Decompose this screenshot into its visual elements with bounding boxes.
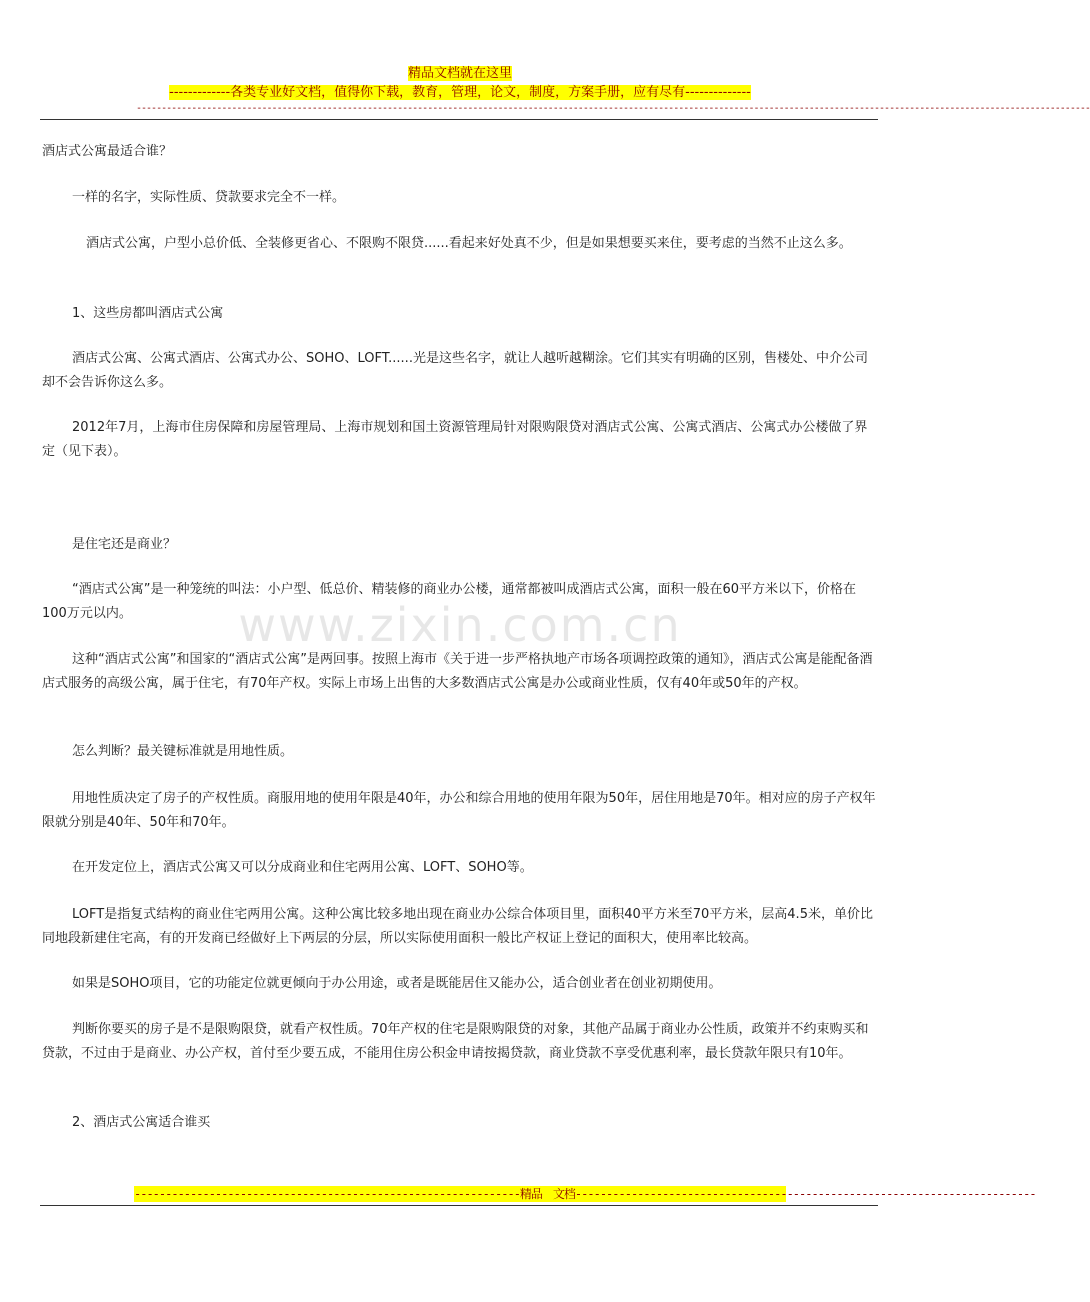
- paragraph: 在开发定位上，酒店式公寓又可以分成商业和住宅两用公寓、LOFT、SOHO等。: [72, 860, 533, 875]
- paragraph: 怎么判断？最关键标准就是用地性质。: [72, 744, 294, 759]
- header-title-text: 精品文档就在这里: [407, 66, 512, 81]
- paragraph: 酒店式公寓、公寓式酒店、公寓式办公、SOHO、LOFT......光是这些名字，就让人越听越糊涂。它们其实有明确的区别，售楼处、中介公司却不会告诉你这么多。: [42, 351, 868, 390]
- section-heading: 1、这些房都叫酒店式公寓: [72, 306, 224, 321]
- paragraph: 用地性质决定了房子的产权性质。商服用地的使用年限是40年，办公和综合用地的使用年限为50年，居住用地是70年。相对应的房子产权年限就分别是40年、50年和70年。: [42, 791, 876, 830]
- footer-banner: --------------------------------------------------------------精品 文档--------------------------------------------------------------------------: [134, 1187, 1036, 1201]
- header-dash-line: ----------------------------------------------------------------------------------------------------------------------------------------------------------------------------------------------: [136, 103, 1090, 114]
- paragraph: 判断你要买的房子是不是限购限贷，就看产权性质。70年产权的住宅是限购限贷的对象，其他产品属于商业办公性质，政策并不约束购买和贷款，不过由于是商业、办公产权，首付至少要五成，不能用住房公积金申请按揭贷款，商业贷款不享受优惠利率，最长贷款年限只有10年。: [42, 1022, 869, 1061]
- top-divider: [40, 119, 878, 120]
- header-title: [0, 66, 920, 82]
- paragraph: 酒店式公寓，户型小总价低、全装修更省心、不限购不限贷......看起来好处真不少，但是如果想要买来住，要考虑的当然不止这么多。: [86, 236, 852, 251]
- header-tagline-text: -------------各类专业好文档，值得你下载，教育，管理，论文，制度，方案手册，应有尽有--------------: [169, 85, 751, 100]
- subheading: 是住宅还是商业？: [72, 537, 177, 552]
- article-title: 酒店式公寓最适合谁？: [42, 144, 173, 159]
- paragraph: 如果是SOHO项目，它的功能定位就更倾向于办公用途，或者是既能居住又能办公，适合创业者在创业初期使用。: [72, 976, 722, 991]
- watermark: www.zixin.com.cn: [238, 598, 682, 652]
- paragraph: 2012年7月，上海市住房保障和房屋管理局、上海市规划和国土资源管理局针对限购限贷对酒店式公寓、公寓式酒店、公寓式办公楼做了界定（见下表）。: [42, 420, 868, 459]
- section-heading: 2、酒店式公寓适合谁买: [72, 1115, 211, 1130]
- bottom-divider: [40, 1205, 878, 1206]
- paragraph: “酒店式公寓”是一种笼统的叫法：小户型、低总价、精装修的商业办公楼，通常都被叫成酒店式公寓，面积一般在60平方米以下，价格在100万元以内。: [42, 582, 857, 621]
- paragraph: 一样的名字，实际性质、贷款要求完全不一样。: [72, 190, 346, 205]
- paragraph: LOFT是指复式结构的商业住宅两用公寓。这种公寓比较多地出现在商业办公综合体项目里，面积40平方米至70平方米，层高4.5米，单价比同地段新建住宅高，有的开发商已经做好上下两层的分层，所以实际使用面积一般比产权证上登记的面积大，使用率比较高。: [42, 907, 873, 946]
- header-tagline: [0, 85, 920, 101]
- paragraph: 这种“酒店式公寓”和国家的“酒店式公寓”是两回事。按照上海市《关于进一步严格执地产市场各项调控政策的通知》，酒店式公寓是能配备酒店式服务的高级公寓，属于住宅，有70年产权。实际上市场上出售的大多数酒店式公寓是办公或商业性质，仅有40年或50年的产权。: [42, 652, 873, 691]
